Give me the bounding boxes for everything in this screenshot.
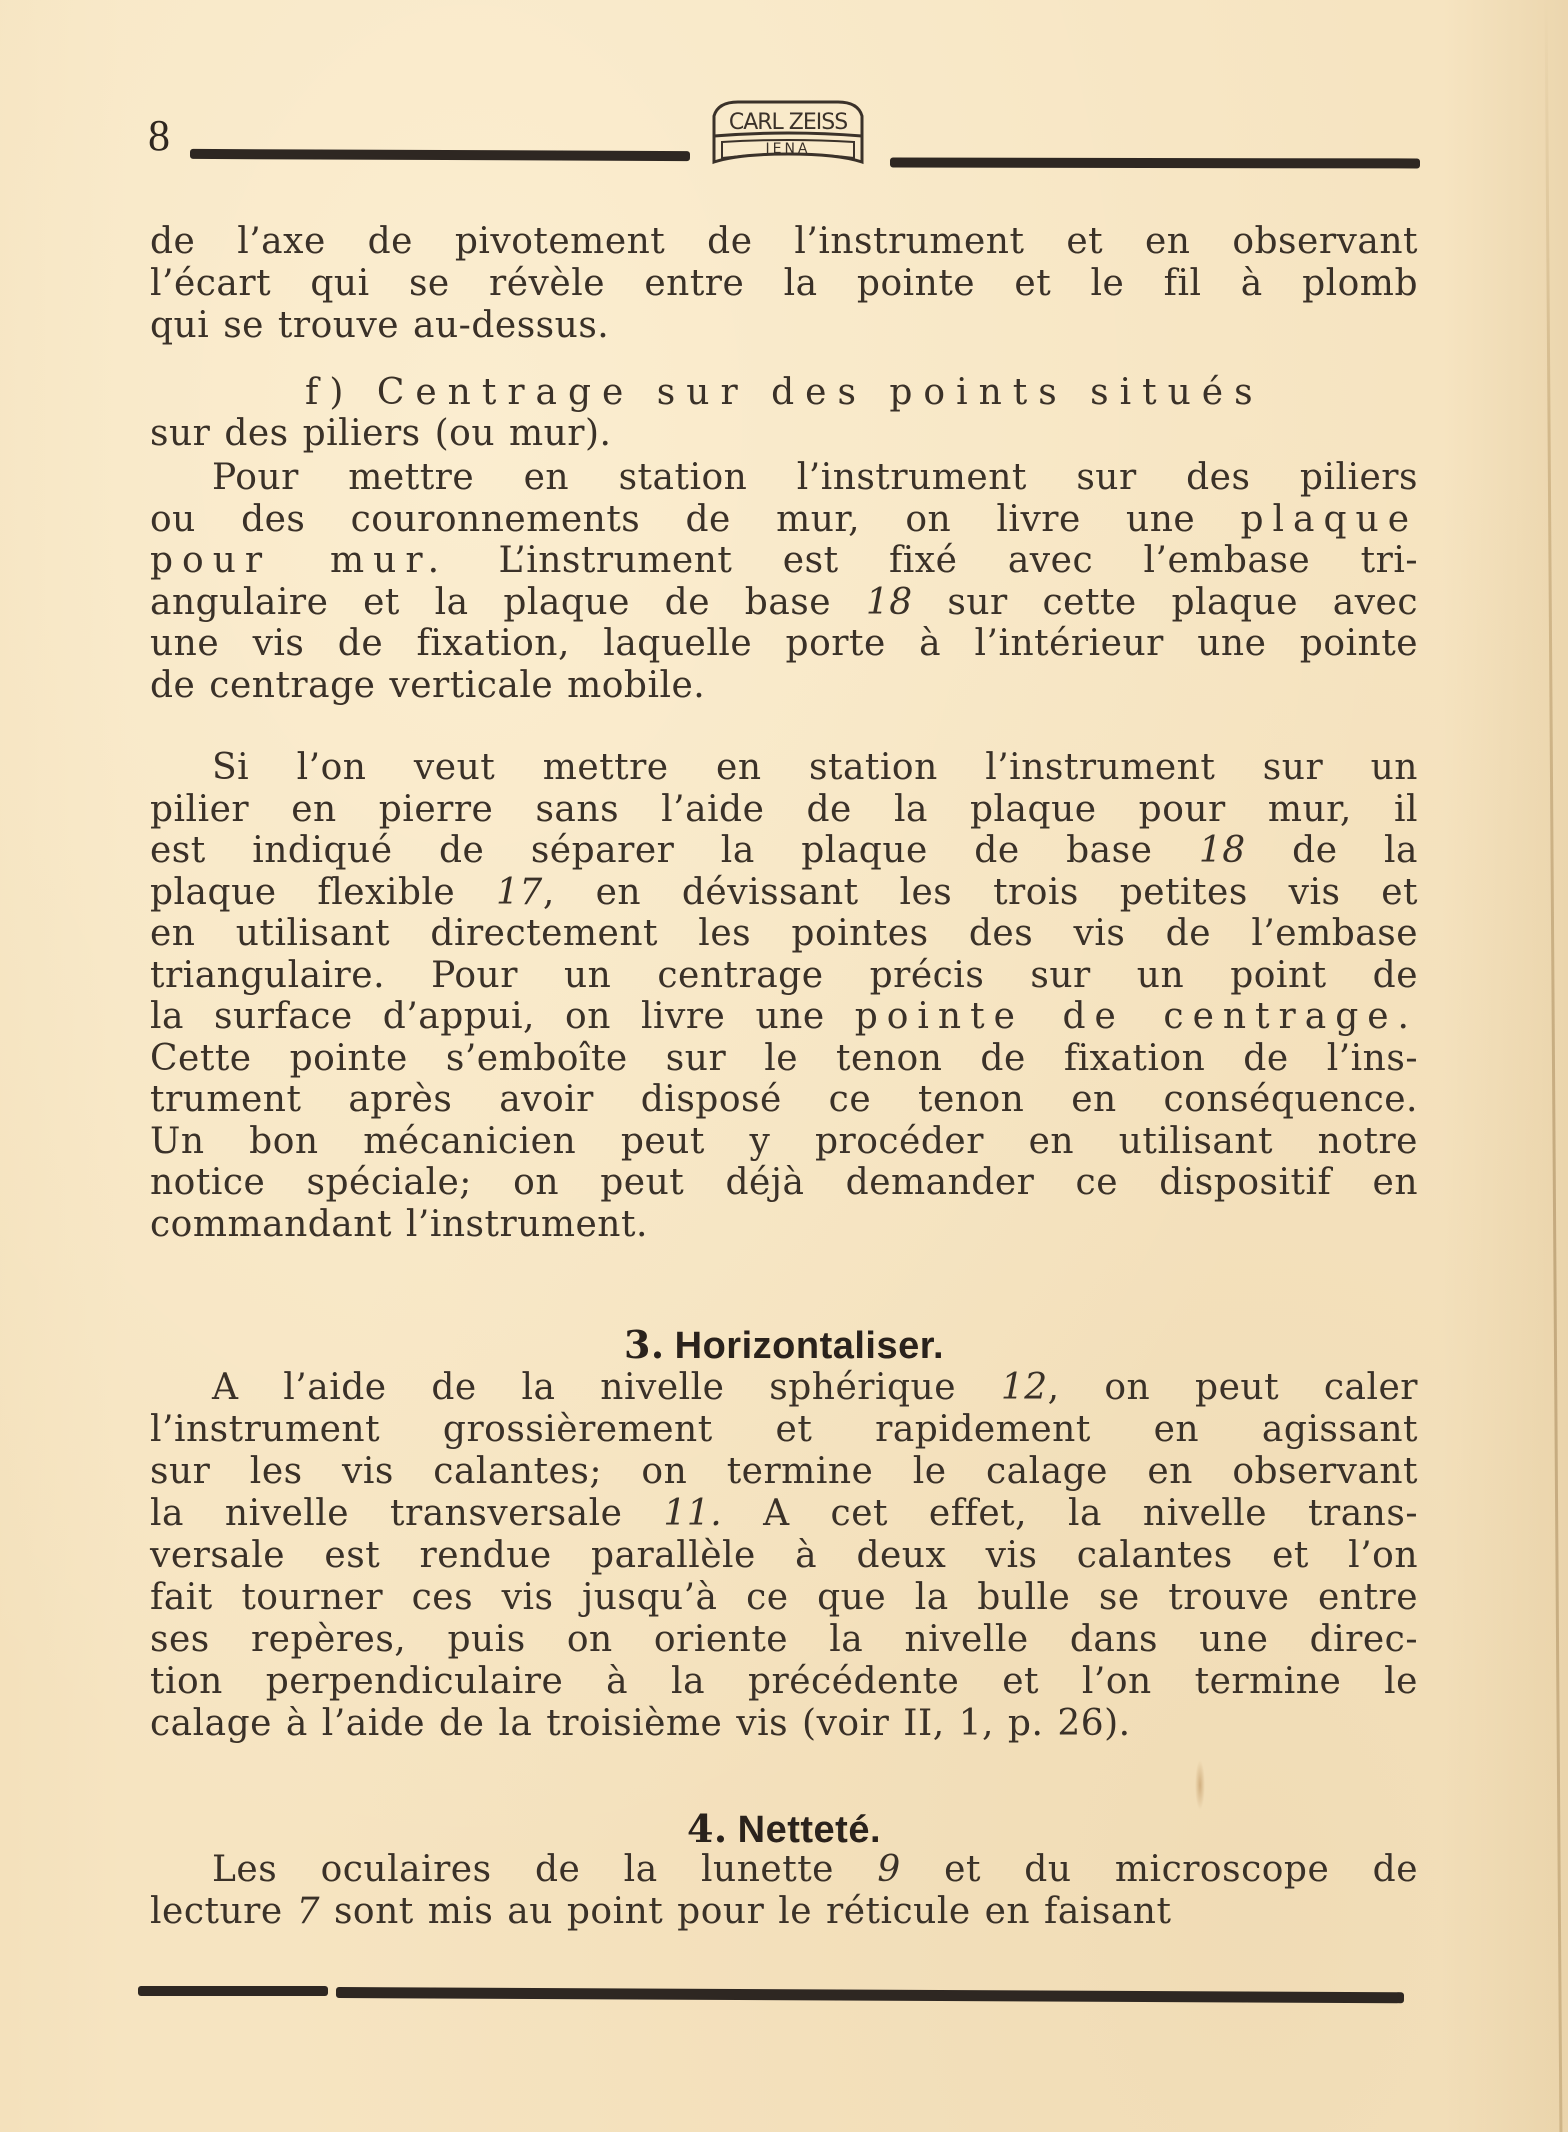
body-line xyxy=(150,790,1418,830)
body-line xyxy=(150,1039,1418,1079)
body-line xyxy=(150,583,1418,623)
body-line: l’écart qui se révèle entre la pointe et le fil à plomb xyxy=(150,263,1418,304)
body-line xyxy=(150,541,1418,581)
body-line xyxy=(150,1494,1418,1534)
body-line xyxy=(150,831,1418,871)
text-run: fait tourner ces vis jusqu’à ce que la bulle se trouve entre xyxy=(150,1577,1418,1618)
paper-stain xyxy=(1195,1760,1205,1810)
text-run: plaque flexible xyxy=(150,871,497,913)
body-line xyxy=(150,1163,1418,1203)
text-run: une vis de fixation, laquelle porte à l’intérieur une pointe xyxy=(150,623,1418,664)
text-run: calage à l’aide de la troisième vis (voir II, 1, p. 26). xyxy=(150,1703,1131,1744)
body-line xyxy=(150,666,1418,706)
section-title: Horizontaliser. xyxy=(674,1325,944,1367)
text-run: Cette pointe s’emboîte sur le tenon de fixation de l’ins- xyxy=(150,1037,1418,1079)
text-run: , en dévissant les trois petites vis et xyxy=(542,871,1419,913)
text-run: versale est rendue parallèle à deux vis calantes et l’on xyxy=(150,1535,1418,1576)
figure-reference: 12 xyxy=(1000,1367,1048,1408)
text-run: lecture xyxy=(150,1891,297,1932)
body-line xyxy=(150,873,1418,913)
text-run: A cet effet, la nivelle trans- xyxy=(722,1493,1419,1534)
subsection-heading-f: f) Centrage sur des points situés xyxy=(305,372,1264,413)
text-run: ou des couronnements de mur, on livre une xyxy=(150,498,1241,540)
body-line xyxy=(150,748,1418,788)
text-run: pilier en pierre sans l’aide de la plaque pour mur, il xyxy=(150,788,1418,830)
body-line xyxy=(150,1080,1418,1120)
text-run: Les oculaires de la lunette xyxy=(212,1849,878,1890)
body-line xyxy=(150,914,1418,954)
section-title: Netteté. xyxy=(737,1809,882,1851)
text-run: Si l’on veut mettre en station l’instrument sur un xyxy=(212,747,1418,788)
body-line xyxy=(150,956,1418,996)
header-rule-right xyxy=(890,158,1420,169)
body-line xyxy=(150,1620,1418,1660)
body-line xyxy=(150,1662,1418,1702)
text-run: sur cette plaque avec xyxy=(912,581,1419,623)
footer-rule-segment xyxy=(138,1986,328,1996)
section-number: 3. xyxy=(623,1322,665,1367)
header-rule-left xyxy=(190,149,690,161)
text-run: et du microscope de xyxy=(900,1849,1419,1890)
body-line xyxy=(150,1410,1418,1450)
text-run: est indiqué de séparer la plaque de base xyxy=(150,830,1199,871)
text-run: la nivelle transversale xyxy=(150,1493,664,1534)
text-run: de centrage verticale mobile. xyxy=(150,664,706,706)
figure-reference: 9 xyxy=(877,1849,901,1890)
footer-rule xyxy=(336,1987,1404,2003)
text-run: L’instrument est fixé avec l’embase tri- xyxy=(448,540,1419,581)
figure-reference: 17 xyxy=(496,871,543,913)
body-line xyxy=(150,1452,1418,1492)
figure-reference: 18 xyxy=(1198,830,1246,871)
text-run: sur les vis calantes; on termine le calage en observant xyxy=(150,1451,1418,1492)
text-run: en utilisant directement les pointes des vis de l’embase xyxy=(150,913,1418,954)
text-run: trument après avoir disposé ce tenon en conséquence. xyxy=(150,1079,1418,1120)
text-run: A l’aide de la nivelle sphérique xyxy=(212,1367,1001,1408)
text-run: tion perpendiculaire à la précédente et l’on termine le xyxy=(150,1661,1418,1702)
body-line xyxy=(150,997,1418,1037)
emphasized-term: pointe de centrage. xyxy=(854,996,1418,1037)
text-run: de la xyxy=(1245,830,1418,871)
body-line xyxy=(150,458,1418,498)
body-line xyxy=(150,500,1418,540)
text-run: l’instrument grossièrement et rapidement en agissant xyxy=(150,1409,1418,1450)
figure-reference: 18 xyxy=(865,581,913,623)
section-number: 4. xyxy=(686,1806,728,1851)
subsection-heading-continuation: sur des piliers (ou mur). xyxy=(150,413,612,454)
body-line xyxy=(150,1205,1418,1245)
logo-bottom-text: JENA xyxy=(765,141,811,157)
body-line: de l’axe de pivotement de l’instrument et en observant xyxy=(150,221,1418,262)
figure-reference: 7 xyxy=(296,1891,320,1932)
body-line xyxy=(150,1122,1418,1162)
text-run: sont mis au point pour le réticule en faisant xyxy=(320,1891,1172,1932)
text-run: ses repères, puis on oriente la nivelle dans une direc- xyxy=(150,1619,1418,1660)
text-run: la surface d’appui, on livre une xyxy=(150,996,855,1037)
body-line xyxy=(150,1892,1418,1932)
body-line xyxy=(150,1578,1418,1618)
carl-zeiss-jena-logo-icon xyxy=(708,96,868,178)
text-run: Pour mettre en station l’instrument sur des piliers xyxy=(212,457,1418,498)
text-run: triangulaire. Pour un centrage précis sur un point de xyxy=(150,954,1418,996)
body-line: qui se trouve au-dessus. xyxy=(150,305,610,346)
figure-reference: 11. xyxy=(663,1493,723,1534)
page-number: 8 xyxy=(148,111,170,160)
body-line xyxy=(150,1368,1418,1408)
emphasized-term: pour mur. xyxy=(150,540,449,581)
logo-top-text: CARL ZEISS xyxy=(728,110,848,135)
text-run: , on peut caler xyxy=(1047,1367,1418,1408)
emphasized-term: plaque xyxy=(1240,498,1418,540)
text-run: commandant l’instrument. xyxy=(150,1203,648,1245)
body-line xyxy=(150,1704,1418,1744)
text-run: Un bon mécanicien peut y procéder en utilisant notre xyxy=(150,1120,1418,1162)
text-run: angulaire et la plaque de base xyxy=(150,581,866,623)
body-line xyxy=(150,1536,1418,1576)
text-run: notice spéciale; on peut déjà demander ce dispositif en xyxy=(150,1162,1418,1203)
section-heading-horizontaliser xyxy=(0,1322,1568,1368)
section-heading-nettete xyxy=(0,1806,1568,1852)
body-line xyxy=(150,624,1418,664)
body-line xyxy=(150,1850,1418,1890)
